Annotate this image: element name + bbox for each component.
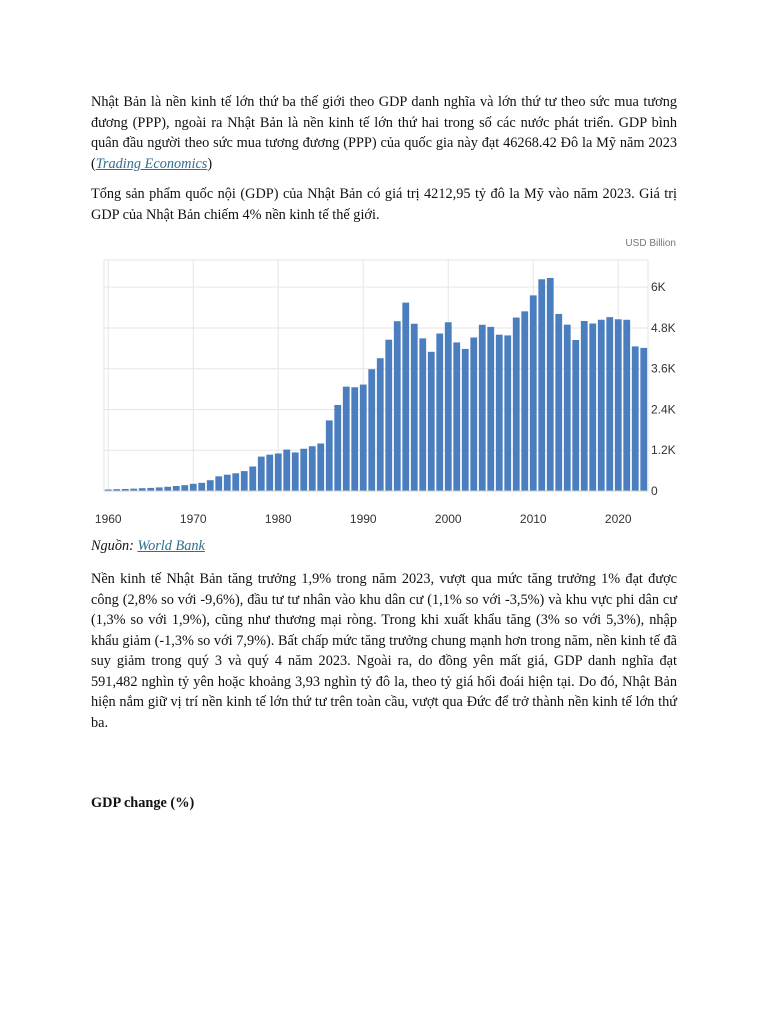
bar-1983 [300, 449, 307, 491]
bar-2009 [521, 311, 528, 491]
bar-2021 [623, 320, 630, 491]
x-tick-label: 2020 [604, 512, 632, 526]
bar-2015 [572, 340, 579, 491]
bar-1972 [207, 480, 214, 491]
bar-1996 [411, 324, 418, 491]
bar-2002 [462, 349, 469, 491]
bar-2000 [445, 322, 452, 491]
bar-2020 [615, 319, 622, 491]
bar-1989 [351, 387, 358, 491]
bar-1977 [249, 467, 256, 491]
gdp-chart-svg [88, 232, 680, 530]
gdp-paragraph: Tổng sản phẩm quốc nội (GDP) của Nhật Bản có giá trị 4212,95 tỷ đô la Mỹ vào năm 2023. Giá trị GDP của Nhật Bản chiếm 4% nền kinh tế thế giới. [91, 186, 677, 223]
growth-paragraph: Nền kinh tế Nhật Bản tăng trưởng 1,9% trong năm 2023, vượt qua mức tăng trưởng 1% đạt được công (2,8% so với -9,6%), đầu tư tư nhân vào khu dân cư (1,1% so với -3,5%) và khu vực phi dân cư (1,3% so với 1,9%), cũng như thương mại ròng. Trong khi xuất khẩu tăng (3% so với 5,3%), nhập khẩu giảm (-1,3% so với 7,9%). Bất chấp mức tăng trưởng chung mạnh hơn trong năm, nền kinh tế đã suy giảm trong quý 3 và quý 4 năm 2023. Ngoài ra, do đồng yên mất giá, GDP danh nghĩa đạt 591,482 nghìn tỷ yên hoặc khoảng 3,93 nghìn tỷ đô la, theo tỷ giá hối đoái hiện tại. Do đó, Nhật Bản hiện nắm giữ vị trí nền kinh tế lớn thứ tư trên toàn cầu, vượt qua Đức để trở thành nền kinh tế lớn thứ ba. [91, 571, 677, 731]
bar-1993 [385, 340, 392, 491]
bar-1979 [266, 455, 273, 491]
bar-2012 [547, 278, 554, 491]
bar-2014 [564, 325, 571, 491]
y-tick-label: 3.6K [651, 361, 676, 376]
bar-2023 [640, 348, 647, 491]
bar-1985 [317, 443, 324, 491]
y-tick-label: 2.4K [651, 402, 676, 417]
bar-2016 [581, 321, 588, 491]
bar-1971 [198, 483, 205, 491]
bar-2003 [470, 337, 477, 491]
bar-1974 [224, 475, 231, 491]
bar-1980 [275, 453, 282, 491]
bar-1998 [428, 352, 435, 491]
trading-economics-link[interactable]: Trading Economics [95, 155, 208, 172]
bar-1988 [343, 387, 350, 491]
bar-1992 [377, 358, 384, 491]
y-tick-label: 4.8K [651, 320, 676, 335]
source-label: Nguồn: [91, 538, 134, 554]
bar-1966 [156, 487, 163, 491]
x-tick-label: 1970 [179, 512, 207, 526]
bar-1973 [215, 476, 222, 491]
bar-1986 [326, 420, 333, 491]
y-tick-label: 6K [651, 280, 666, 295]
bar-2019 [606, 317, 613, 491]
x-tick-label: 2010 [519, 512, 547, 526]
intro-paragraph [91, 92, 677, 174]
bar-2004 [479, 325, 486, 491]
bar-1978 [258, 457, 265, 491]
bar-1997 [419, 338, 426, 491]
y-tick-label: 0 [651, 484, 658, 498]
bar-2013 [555, 314, 562, 491]
bar-1967 [164, 487, 171, 491]
bar-2018 [598, 320, 605, 491]
bar-2010 [530, 295, 537, 491]
intro-text: Nhật Bản là nền kinh tế lớn thứ ba thế giới theo GDP danh nghĩa và lớn thứ tư theo sức mua tương đương (PPP), ngoài ra Nhật Bản là nền kinh tế lớn thứ hai trong số các nước phát triển. GDP bình quân đầu người theo sức mua tương đương (PPP) của quốc gia này đạt 46268.42 Đô la Mỹ năm 2023 ( [91, 94, 677, 172]
bar-1976 [241, 471, 248, 491]
bar-2008 [513, 318, 520, 491]
bar-1984 [309, 446, 316, 491]
bar-2011 [538, 279, 545, 491]
gdp-chart [88, 232, 680, 530]
x-tick-label: 1980 [264, 512, 292, 526]
bar-1975 [232, 473, 239, 491]
bar-1990 [360, 385, 367, 491]
bar-1970 [190, 484, 197, 491]
bar-2001 [453, 342, 460, 491]
bar-1995 [402, 303, 409, 491]
bar-1999 [436, 334, 443, 491]
source-line [91, 538, 205, 555]
bar-1987 [334, 405, 341, 491]
bar-1991 [368, 369, 375, 491]
bar-1981 [283, 450, 290, 491]
x-tick-label: 1990 [349, 512, 377, 526]
gdp-change-heading: GDP change (%) [91, 795, 195, 811]
bar-2006 [496, 335, 503, 491]
bar-1969 [181, 485, 188, 491]
unit-label: USD Billion [625, 238, 676, 249]
bar-2017 [589, 323, 596, 491]
world-bank-link[interactable]: World Bank [137, 538, 205, 554]
bar-1982 [292, 452, 299, 491]
intro-text-end: ) [207, 155, 213, 172]
bar-2005 [487, 327, 494, 491]
bar-1994 [394, 321, 401, 491]
bar-1968 [173, 486, 180, 491]
x-tick-label: 2000 [434, 512, 462, 526]
bar-2007 [504, 335, 511, 491]
bar-2022 [632, 346, 639, 491]
x-tick-label: 1960 [94, 512, 122, 526]
y-tick-label: 1.2K [651, 443, 676, 458]
